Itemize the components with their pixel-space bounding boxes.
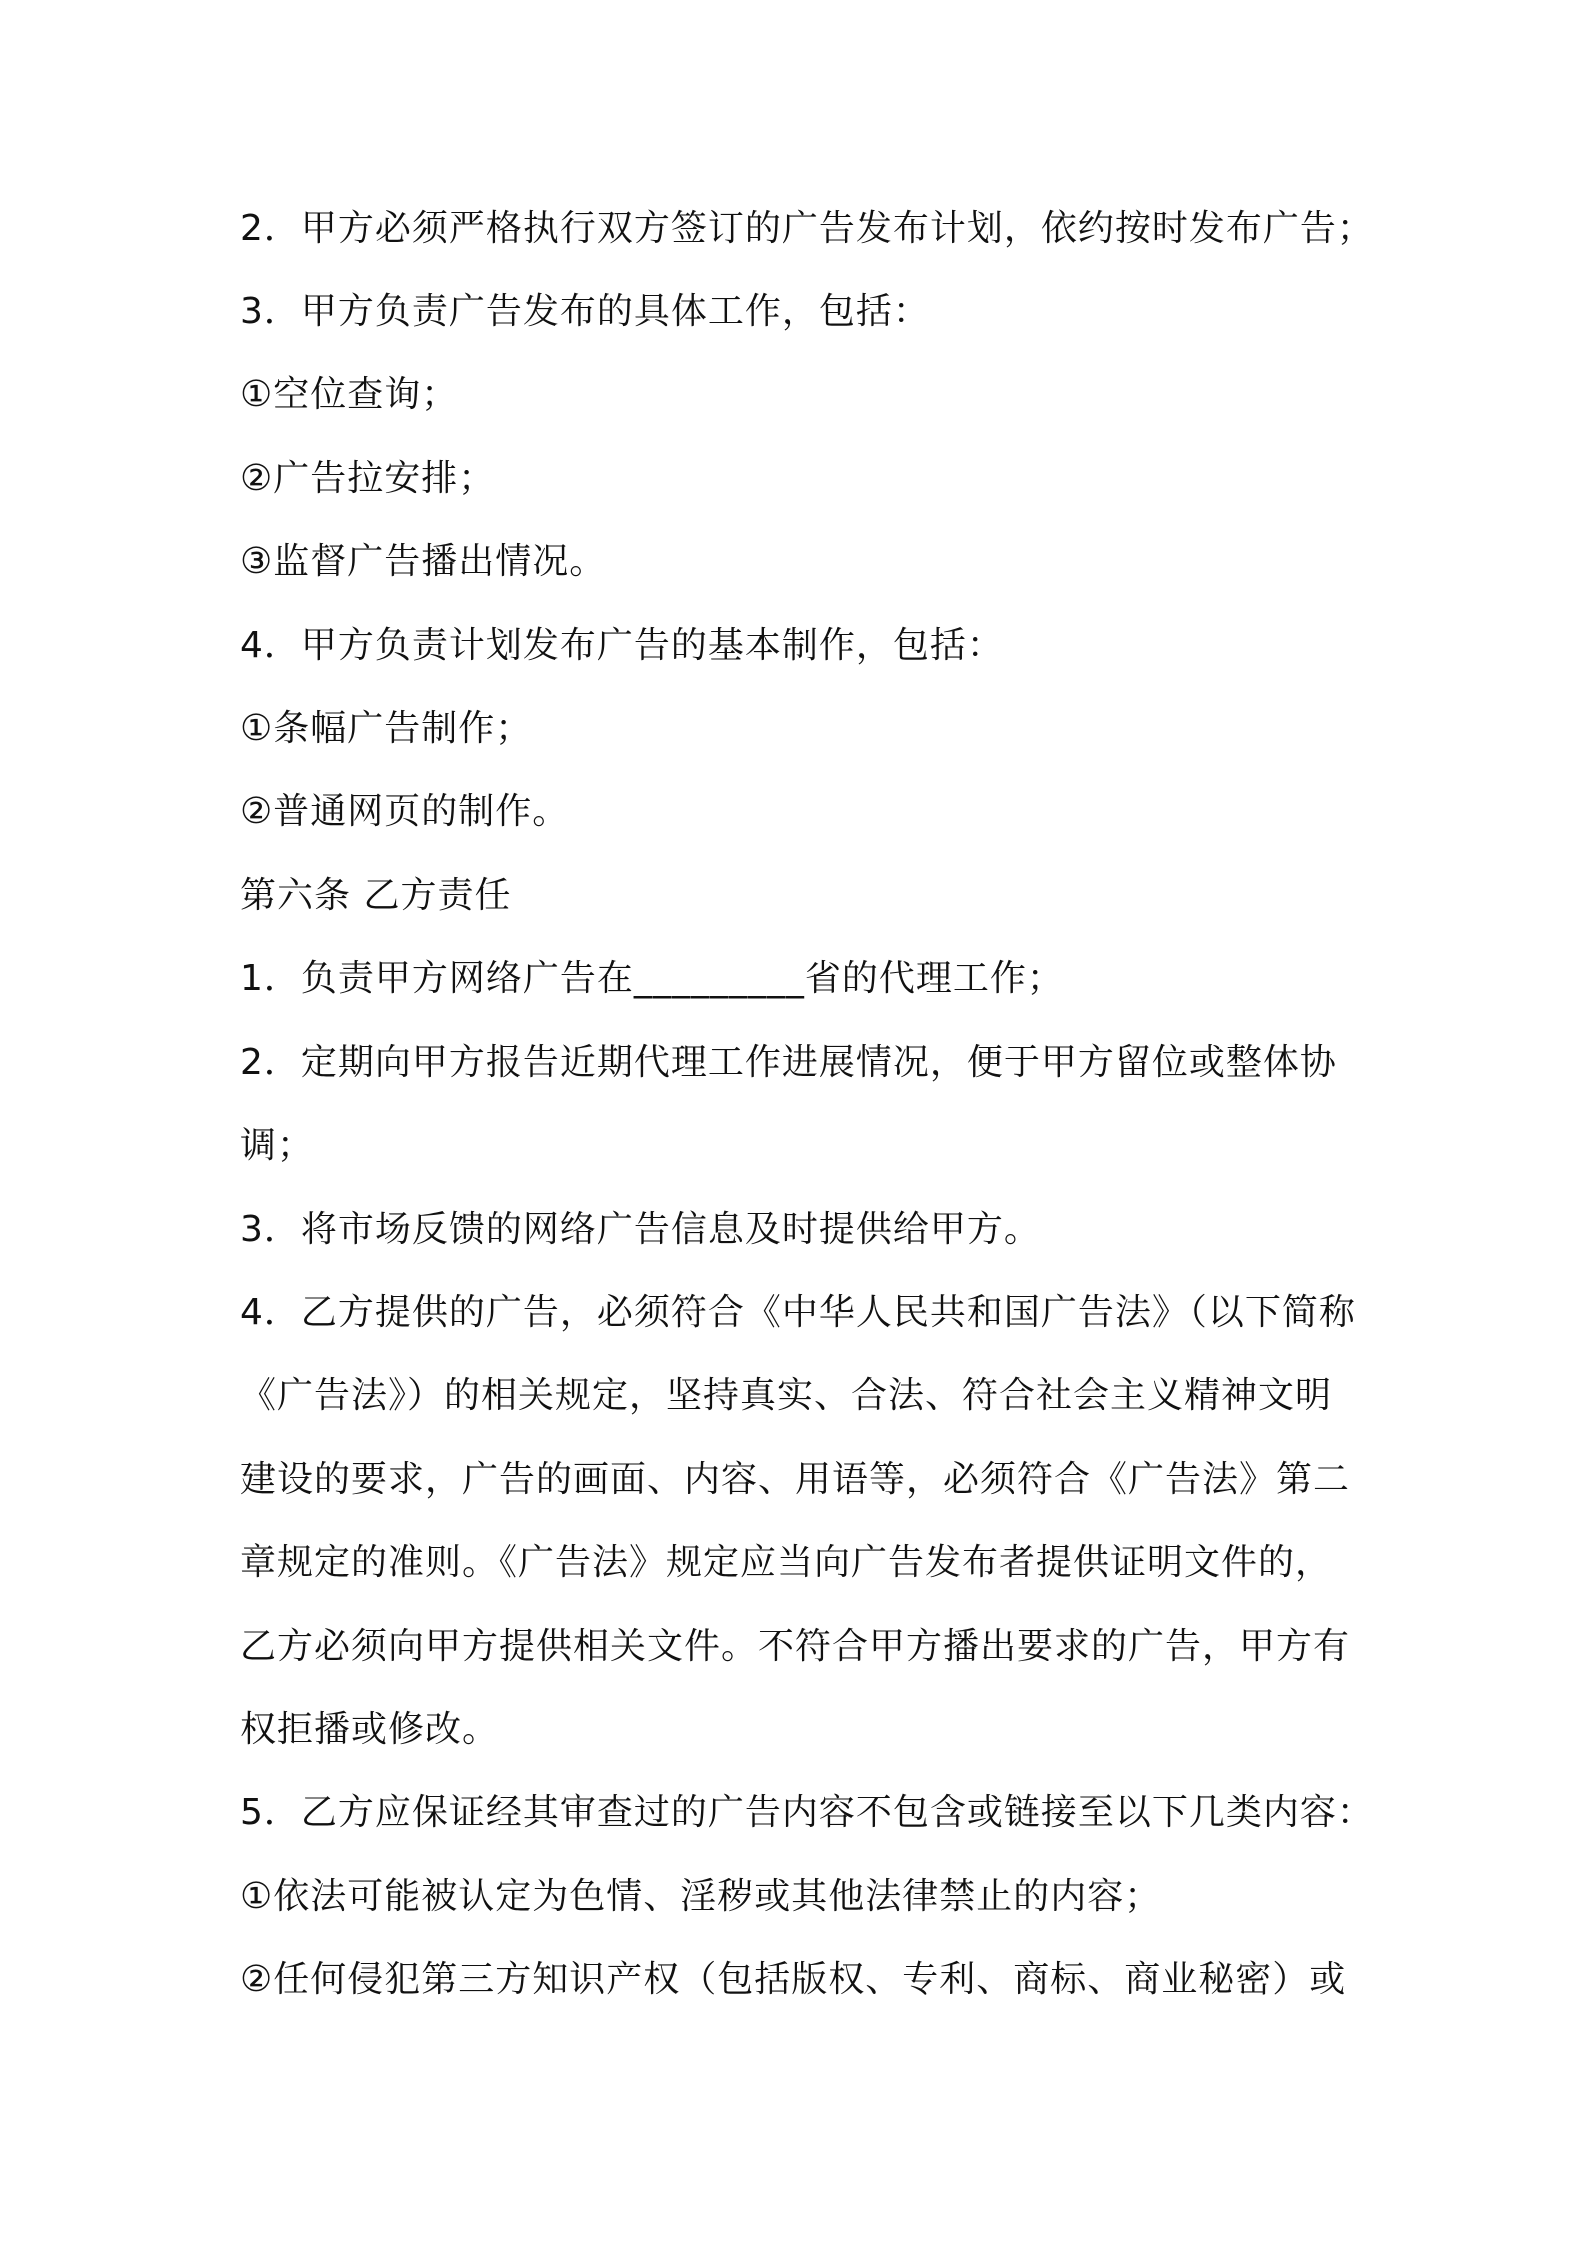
text-line: 1．负责甲方网络广告在_________省的代理工作； — [240, 958, 1064, 999]
text-line: 4．乙方提供的广告，必须符合《中华人民共和国广告法》（以下简称 — [240, 1292, 1356, 1333]
text-line: ①空位查询； — [240, 374, 459, 415]
text-line: ②普通网页的制作。 — [240, 791, 570, 832]
text-line: 建设的要求，广告的画面、内容、用语等，必须符合《广告法》第二 — [240, 1459, 1351, 1500]
text-line: 调； — [240, 1125, 315, 1166]
text-line: 权拒播或修改。 — [240, 1709, 500, 1750]
text-line: ②广告拉安排； — [240, 458, 496, 499]
text-line: 《广告法》）的相关规定，坚持真实、合法、符合社会主义精神文明 — [240, 1375, 1333, 1416]
text-line: 2．甲方必须严格执行双方签订的广告发布计划，依约按时发布广告； — [240, 208, 1374, 249]
text-line: 3．将市场反馈的网络广告信息及时提供给甲方。 — [240, 1209, 1041, 1250]
text-line: 乙方必须向甲方提供相关文件。不符合甲方播出要求的广告，甲方有 — [240, 1626, 1351, 1667]
text-line: 4．甲方负责计划发布广告的基本制作，包括： — [240, 625, 1004, 666]
text-line: 5．乙方应保证经其审查过的广告内容不包含或链接至以下几类内容： — [240, 1792, 1374, 1833]
text-line: 章规定的准则。《广告法》规定应当向广告发布者提供证明文件的， — [240, 1542, 1333, 1583]
text-line: 2．定期向甲方报告近期代理工作进展情况，便于甲方留位或整体协 — [240, 1042, 1337, 1083]
section-heading: 第六条 乙方责任 — [240, 875, 512, 916]
text-line: ②任何侵犯第三方知识产权（包括版权、专利、商标、商业秘密）或 — [240, 1959, 1347, 2000]
text-line: ①条幅广告制作； — [240, 708, 533, 749]
text-line: 3．甲方负责广告发布的具体工作，包括： — [240, 291, 930, 332]
text-line: ③监督广告播出情况。 — [240, 541, 607, 582]
text-line: ①依法可能被认定为色情、淫秽或其他法律禁止的内容； — [240, 1876, 1162, 1917]
